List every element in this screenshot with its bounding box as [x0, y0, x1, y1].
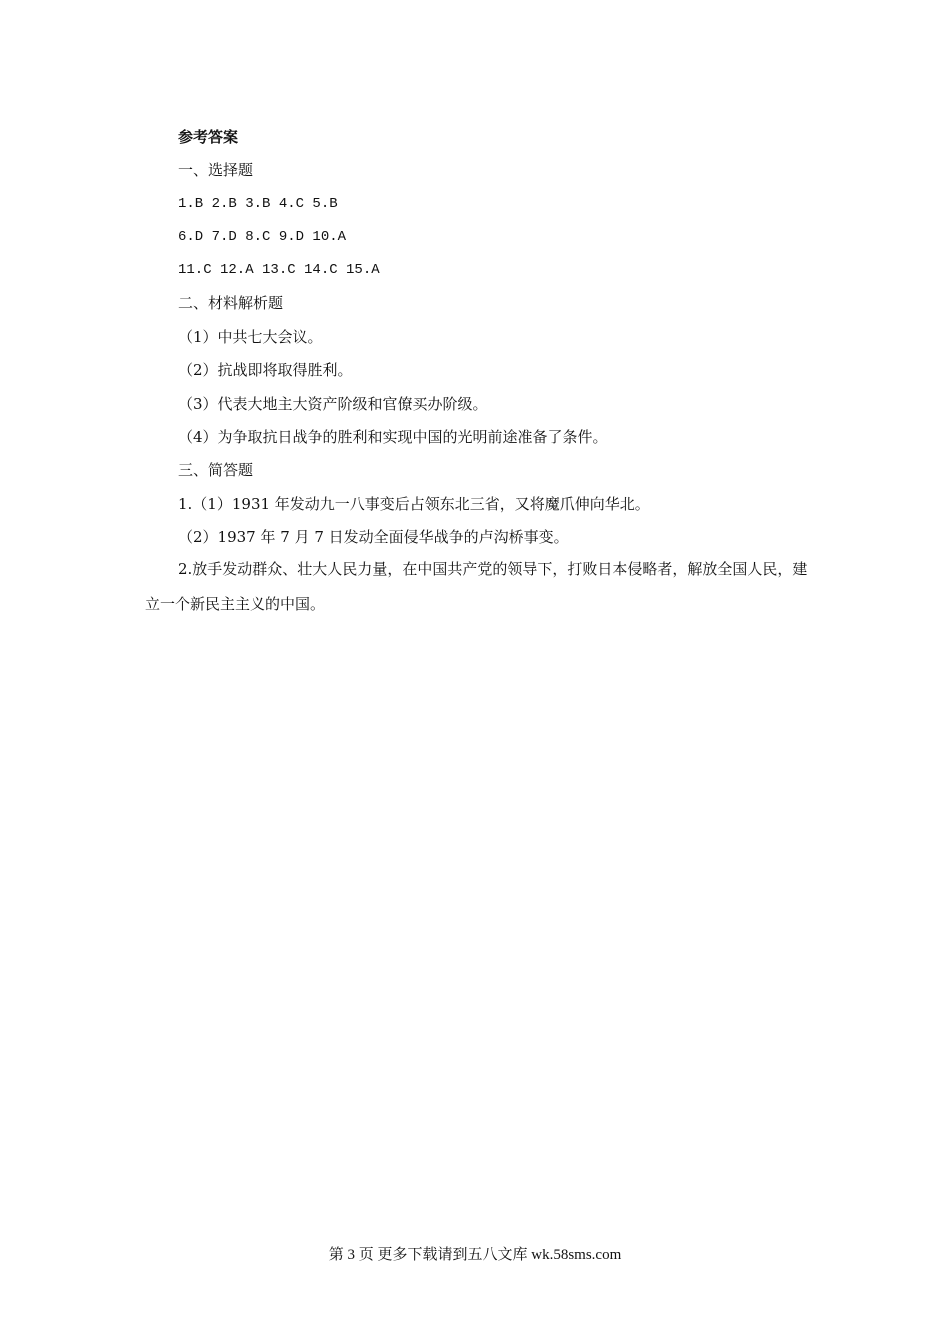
- short-answer-1-part-1: 1.（1）1931 年发动九一八事变后占领东北三省，又将魔爪伸向华北。: [178, 495, 650, 513]
- choice-answers-row-3: 11.C 12.A 13.C 14.C 15.A: [178, 262, 380, 278]
- section-heading-short-answer: 三、简答题: [178, 461, 254, 479]
- section-heading-material: 二、材料解析题: [178, 294, 284, 312]
- material-answer-3: （3）代表大地主大资产阶级和官僚买办阶级。: [178, 395, 488, 413]
- short-answer-2: 2.放手发动群众、壮大人民力量，在中国共产党的领导下，打败日本侵略者，解放全国人民，建立一个新民主主义的中国。: [145, 560, 808, 613]
- answer-title: 参考答案: [178, 128, 239, 146]
- page-footer: 第 3 页 更多下载请到五八文库 wk.58sms.com: [328, 1247, 622, 1263]
- section-heading-choice: 一、选择题: [178, 161, 254, 179]
- choice-answers-row-1: 1.B 2.B 3.B 4.C 5.B: [178, 196, 338, 212]
- material-answer-4: （4）为争取抗日战争的胜利和实现中国的光明前途准备了条件。: [178, 428, 608, 446]
- material-answer-2: （2）抗战即将取得胜利。: [178, 361, 353, 379]
- short-answer-1-part-2: （2）1937 年 7 月 7 日发动全面侵华战争的卢沟桥事变。: [178, 528, 569, 546]
- choice-answers-row-2: 6.D 7.D 8.C 9.D 10.A: [178, 229, 347, 245]
- material-answer-1: （1）中共七大会议。: [178, 328, 323, 346]
